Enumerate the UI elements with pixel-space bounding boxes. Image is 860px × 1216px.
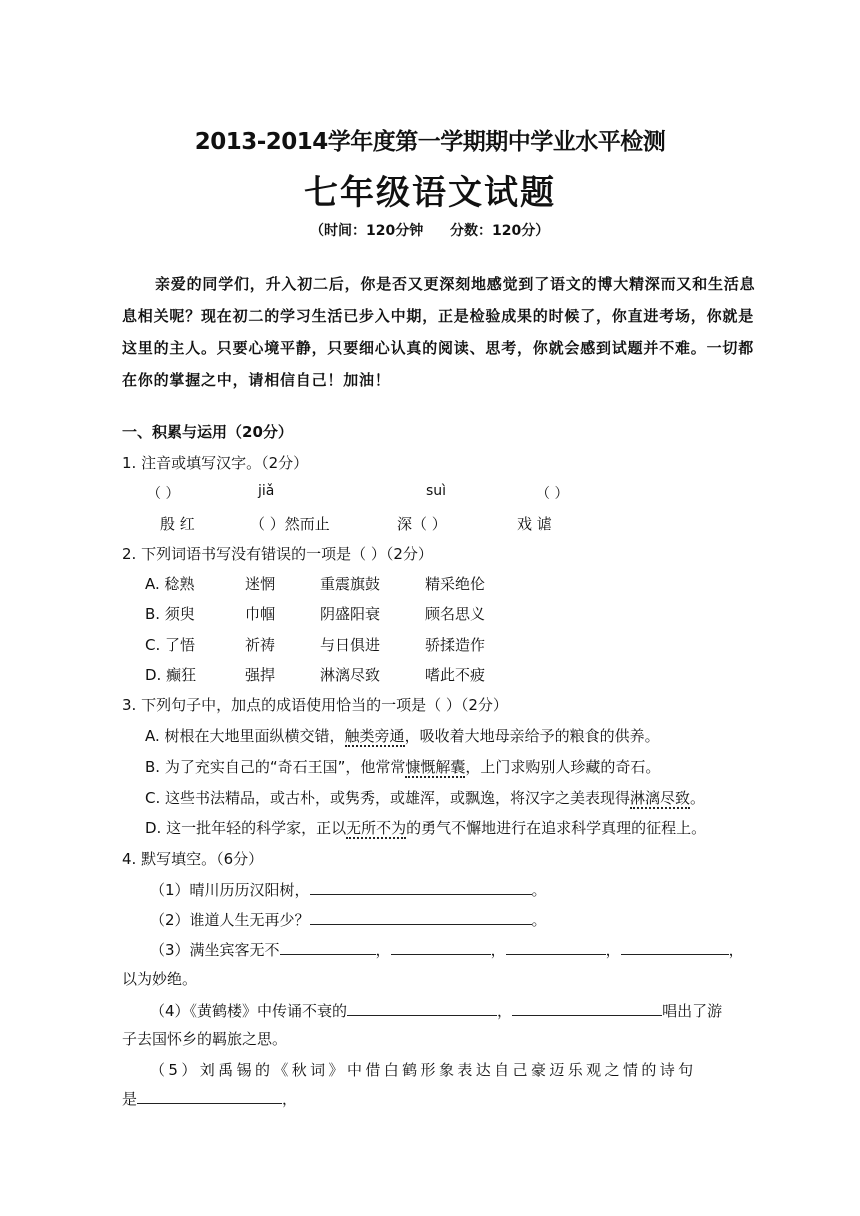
intro-line: 在你的掌握之中，请相信自己！加油！ xyxy=(122,371,391,389)
answer-blank[interactable] xyxy=(310,879,532,895)
option-word: 强捍 xyxy=(245,666,276,684)
dotted-idiom: 慷慨解囊 xyxy=(405,758,466,776)
option-word: 骄揉造作 xyxy=(425,636,486,654)
option-word: 迷惘 xyxy=(245,575,276,593)
option-word: 顾名思义 xyxy=(425,605,486,623)
answer-blank[interactable] xyxy=(137,1088,282,1104)
section-heading: 一、积累与运用（20分） xyxy=(122,423,293,441)
option-word: 淋漓尽致 xyxy=(320,666,381,684)
recite-line-5: （5）刘禹锡的《秋词》中借白鹤形象表达自己豪迈乐观之情的诗句 xyxy=(150,1061,697,1079)
option-a: A. 树根在大地里面纵横交错，触类旁通，吸收着大地母亲给予的粮食的供养。 xyxy=(145,727,660,745)
dotted-idiom: 无所不为 xyxy=(346,819,407,837)
option-word: 祈祷 xyxy=(245,636,276,654)
exam-title-subject: 七年级语文试题 xyxy=(304,173,556,213)
exam-time: （时间：120分钟 xyxy=(310,223,424,239)
pinyin-label: jiǎ xyxy=(258,483,275,499)
question-2-stem: 2. 下列词语书写没有错误的一项是（ ）（2分） xyxy=(122,545,433,563)
recite-line-3: （3）满坐宾客无不 ， ， ， ， xyxy=(150,941,744,959)
answer-blank[interactable] xyxy=(347,1000,497,1016)
option-d: D. 这一批年轻的科学家，正以无所不为的勇气不懈地进行在追求科学真理的征程上。 xyxy=(145,819,707,837)
pinyin-blank: （ ） xyxy=(536,486,569,502)
answer-blank[interactable] xyxy=(506,939,606,955)
option-d: D. 癫狂 xyxy=(145,666,197,684)
option-word: 与日俱进 xyxy=(320,636,381,654)
recite-line-2: （2）谁道人生无再少？ 。 xyxy=(150,911,547,929)
answer-blank[interactable] xyxy=(280,939,376,955)
pinyin-label: suì xyxy=(426,483,447,499)
answer-blank[interactable] xyxy=(391,939,491,955)
recite-line-5-cont: 是 ， xyxy=(122,1090,298,1108)
exam-score: 分数：120分） xyxy=(450,223,550,239)
option-word: 嗜此不疲 xyxy=(425,666,486,684)
word-item: 殷 红 xyxy=(160,515,195,533)
option-b: B. 为了充实自己的“奇石王国”，他常常慷慨解囊，上门求购别人珍藏的奇石。 xyxy=(145,758,661,776)
option-word: 精采绝伦 xyxy=(425,575,486,593)
intro-line: 这里的主人。只要心境平静，只要细心认真的阅读、思考，你就会感到试题并不难。一切都 xyxy=(122,339,755,357)
answer-blank[interactable] xyxy=(310,909,532,925)
word-item: 深（ ） xyxy=(397,515,447,533)
recite-line-3-cont: 以为妙绝。 xyxy=(122,970,198,988)
word-item: 戏 谑 xyxy=(517,515,552,533)
option-c: C. 这些书法精品，或古朴，或隽秀，或雄浑，或飘逸，将汉字之美表现得淋漓尽致。 xyxy=(145,789,706,807)
question-3-stem: 3. 下列句子中，加点的成语使用恰当的一项是（ ）（2分） xyxy=(122,696,508,714)
option-word: 重震旗鼓 xyxy=(320,575,381,593)
question-4-stem: 4. 默写填空。（6分） xyxy=(122,850,264,868)
dotted-idiom: 淋漓尽致 xyxy=(630,789,691,807)
exam-title-line1: 2013-2014学年度第一学期期中学业水平检测 xyxy=(194,129,666,155)
answer-blank[interactable] xyxy=(621,939,729,955)
option-a: A. 稔熟 xyxy=(145,575,195,593)
option-b: B. 须臾 xyxy=(145,605,195,623)
option-word: 巾帼 xyxy=(245,605,276,623)
answer-blank[interactable] xyxy=(512,1000,662,1016)
dotted-idiom: 触类旁通 xyxy=(344,727,405,745)
intro-line: 息相关呢？现在初二的学习生活已步入中期，正是检验成果的时候了，你直进考场，你就是 xyxy=(122,307,755,325)
option-word: 阴盛阳衰 xyxy=(320,605,381,623)
question-1-stem: 1. 注音或填写汉字。（2分） xyxy=(122,454,309,472)
recite-line-4-cont: 子去国怀乡的羁旅之思。 xyxy=(122,1030,288,1048)
recite-line-4: （4）《黄鹤楼》中传诵不衰的 ， 唱出了游 xyxy=(150,1002,723,1020)
option-c: C. 了悟 xyxy=(145,636,196,654)
pinyin-blank: （ ） xyxy=(147,486,180,502)
intro-line: 亲爱的同学们，升入初二后，你是否又更深刻地感觉到了语文的博大精深而又和生活息 xyxy=(155,275,756,293)
recite-line-1: （1）晴川历历汉阳树， 。 xyxy=(150,881,547,899)
word-item: （ ）然而止 xyxy=(250,515,330,533)
